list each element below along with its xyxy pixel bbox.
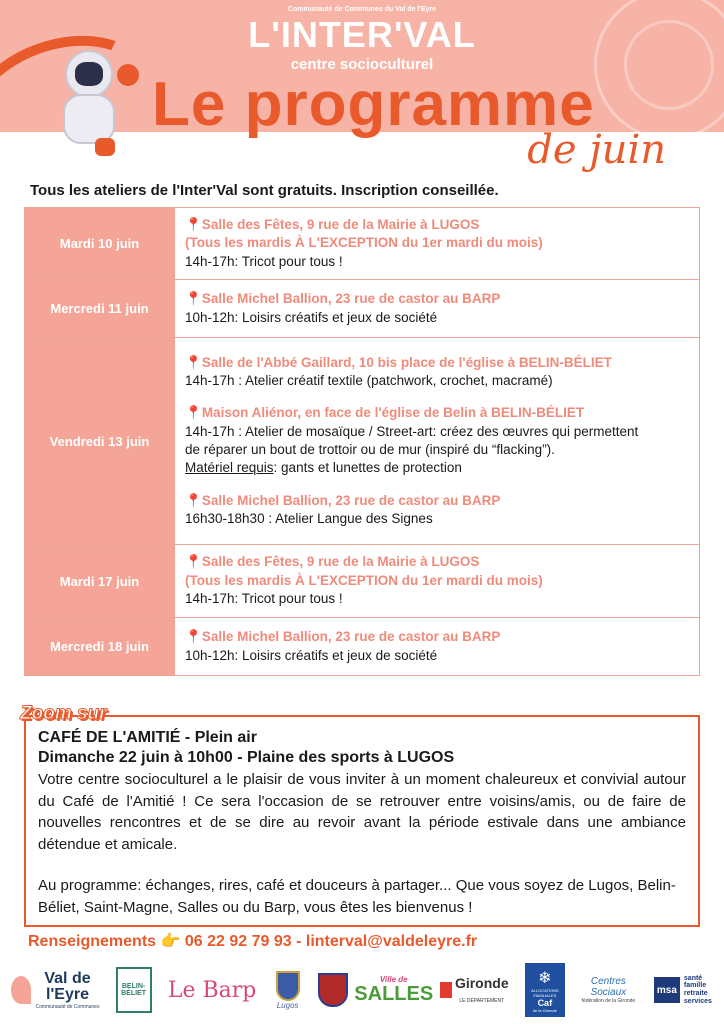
- zoom-tag: Zoom sur: [20, 703, 107, 724]
- logo-text: Caf: [537, 997, 553, 1008]
- activity: 16h30-18h30 : Atelier Langue des Signes: [185, 511, 433, 527]
- logo-text: SALLES: [354, 983, 434, 1005]
- astronaut-visor: [75, 62, 103, 86]
- logo-subtext: fédération de la Gironde: [581, 998, 636, 1004]
- location-note: (Tous les mardis À L'EXCEPTION du 1er mardi du mois): [185, 572, 543, 588]
- day-cell: Mardi 17 juin: [25, 545, 175, 618]
- location: 📍Salle des Fêtes, 9 rue de la Mairie à LUGOS: [185, 216, 480, 232]
- logo-text: Val de: [44, 969, 91, 987]
- zoom-date: Dimanche 22 juin à 10h00 - Plaine des sports à LUGOS: [38, 749, 455, 766]
- belin-beliet-logo: [116, 967, 152, 1013]
- logo-subtext: LE DÉPARTEMENT: [459, 998, 505, 1004]
- logo-text: santé: [683, 974, 703, 982]
- logo-text: Centres Sociaux: [590, 976, 627, 998]
- location: 📍Salle de l'Abbé Gaillard, 10 bis place de l'église à BELIN-BÉLIET: [185, 354, 612, 370]
- gironde-logo: [439, 976, 509, 1004]
- lugos-crest-icon: [276, 971, 300, 1001]
- schedule-row: [25, 338, 700, 545]
- astronaut-body: [63, 94, 115, 144]
- info-cell: [175, 338, 700, 545]
- page-title: Le programme: [152, 70, 595, 139]
- logo-subtext: de la Gironde: [532, 1007, 557, 1013]
- pin-icon: 📍: [185, 554, 202, 570]
- astronaut-fist: [117, 64, 139, 86]
- gironde-mark-icon: [440, 982, 452, 998]
- schedule-row: [25, 545, 700, 618]
- day-cell: Mercredi 18 juin: [25, 618, 175, 676]
- salles-logo: [354, 975, 434, 1005]
- lugos-logo: [273, 967, 303, 1013]
- spacer: [185, 478, 691, 492]
- location: 📍Salle Michel Ballion, 23 rue de castor au BARP: [185, 492, 501, 508]
- contact-label: Renseignements: [28, 933, 157, 950]
- zoom-paragraph: Votre centre socioculturel a le plaisir de vous inviter à un moment chaleureux et convivial autour du Café de l'Amitié ! Ce sera l'occasion de se retrouver entre voisins/amis, ou de faire de nouvelles rencontres et de se dire au revoir avant la période estivale dans une ambiance détendue et amicale.: [38, 771, 686, 853]
- saint-magne-crest-icon: [318, 973, 348, 1007]
- pin-icon: 📍: [185, 216, 202, 232]
- day-cell: Mercredi 11 juin: [25, 280, 175, 338]
- page-month: de juin: [527, 127, 666, 173]
- info-cell: [175, 618, 700, 676]
- astronaut-illustration: [45, 50, 155, 160]
- info-cell: [175, 545, 700, 618]
- pin-icon: 📍: [185, 291, 202, 307]
- activity: 10h-12h: Loisirs créatifs et jeux de société: [185, 647, 438, 663]
- logo-subtext: Communauté de Communes: [35, 1003, 100, 1010]
- zoom-paragraph: Au programme: échanges, rires, café et douceurs à partager... Que vous soyez de Lugos, Belin-Béliet, Saint-Magne, Salles ou du Barp, vous êtes les bienvenus !: [38, 877, 676, 916]
- info-cell: [175, 280, 700, 338]
- activity: 10h-12h: Loisirs créatifs et jeux de société: [185, 309, 438, 325]
- contact-phone[interactable]: 06 22 92 79 93: [184, 933, 292, 950]
- logo-text: retraite: [683, 990, 708, 997]
- logo-text: l'Eyre: [46, 985, 89, 1003]
- activity: 14h-17h: Tricot pour tous !: [185, 253, 343, 269]
- schedule-row: [25, 280, 700, 338]
- pin-icon: 📍: [185, 405, 202, 421]
- pin-icon: 📍: [185, 492, 202, 508]
- caf-logo: [525, 963, 565, 1017]
- location: 📍Salle Michel Ballion, 23 rue de castor au BARP: [185, 629, 501, 645]
- logo-subtext: ALLOCATIONS FAMILIALES: [530, 987, 559, 998]
- location-note: (Tous les mardis À L'EXCEPTION du 1er mardi du mois): [185, 235, 543, 251]
- logo-text: Gironde: [454, 975, 509, 991]
- astronaut-boot: [95, 138, 115, 156]
- logo-text: famille: [683, 982, 707, 990]
- val-de-leyre-mark-icon: [11, 976, 31, 1004]
- schedule-table: [24, 207, 700, 676]
- brand-title: L'INTER'VAL: [248, 14, 476, 55]
- schedule-row: [25, 618, 700, 676]
- logo-text: BELIN-BÉLIET: [121, 983, 146, 997]
- material-text: : gants et lunettes de protection: [273, 460, 462, 476]
- logo-subtext: Ville de: [379, 975, 408, 984]
- val-de-leyre-logo: [10, 971, 100, 1010]
- msa-logo: [652, 975, 714, 1006]
- schedule-row: [25, 208, 700, 280]
- pointing-hand-icon: 👉: [160, 933, 181, 950]
- spacer: [185, 390, 691, 404]
- info-cell: [175, 208, 700, 280]
- location: 📍Salle des Fêtes, 9 rue de la Mairie à LUGOS: [185, 554, 480, 570]
- activity: 14h-17h: Tricot pour tous !: [185, 591, 343, 607]
- location: 📍Maison Aliénor, en face de l'église de Belin à BELIN-BÉLIET: [185, 405, 585, 421]
- msa-mark-icon: msa: [654, 977, 680, 1003]
- material-line: [185, 459, 691, 477]
- snowflake-icon: ❄: [538, 969, 552, 987]
- zoom-title: CAFÉ DE L'AMITIÉ - Plein air: [38, 729, 257, 746]
- pin-icon: 📍: [185, 354, 202, 370]
- contact-line: [28, 931, 477, 951]
- activity: 14h-17h : Atelier de mosaïque / Street-art: créez des œuvres qui permettent: [185, 423, 639, 439]
- material-label: Matériel requis: [185, 460, 274, 476]
- contact-separator: -: [296, 933, 302, 950]
- location: 📍Salle Michel Ballion, 23 rue de castor au BARP: [185, 291, 501, 307]
- day-cell: Mardi 10 juin: [25, 208, 175, 280]
- le-barp-logo: Le Barp: [167, 977, 257, 1003]
- logo-text: Lugos: [276, 1000, 299, 1010]
- contact-email[interactable]: linterval@valdeleyre.fr: [305, 933, 478, 950]
- activity: 14h-17h : Atelier créatif textile (patchwork, crochet, macramé): [185, 372, 553, 388]
- intro-text: Tous les ateliers de l'Inter'Val sont gratuits. Inscription conseillée.: [30, 182, 499, 199]
- day-cell: Vendredi 13 juin: [25, 338, 175, 545]
- logo-text: services: [683, 997, 712, 1005]
- pin-icon: 📍: [185, 629, 202, 645]
- zoom-box: [24, 715, 700, 927]
- partner-logos: [10, 963, 714, 1017]
- centres-sociaux-logo: [580, 976, 636, 1004]
- activity: de réparer un bout de trottoir ou de mur (inspiré du “flacking”).: [185, 442, 555, 457]
- org-name: Communauté de Communes du Val de l'Eyre: [287, 6, 437, 13]
- brand-subtitle: centre socioculturel: [290, 56, 434, 73]
